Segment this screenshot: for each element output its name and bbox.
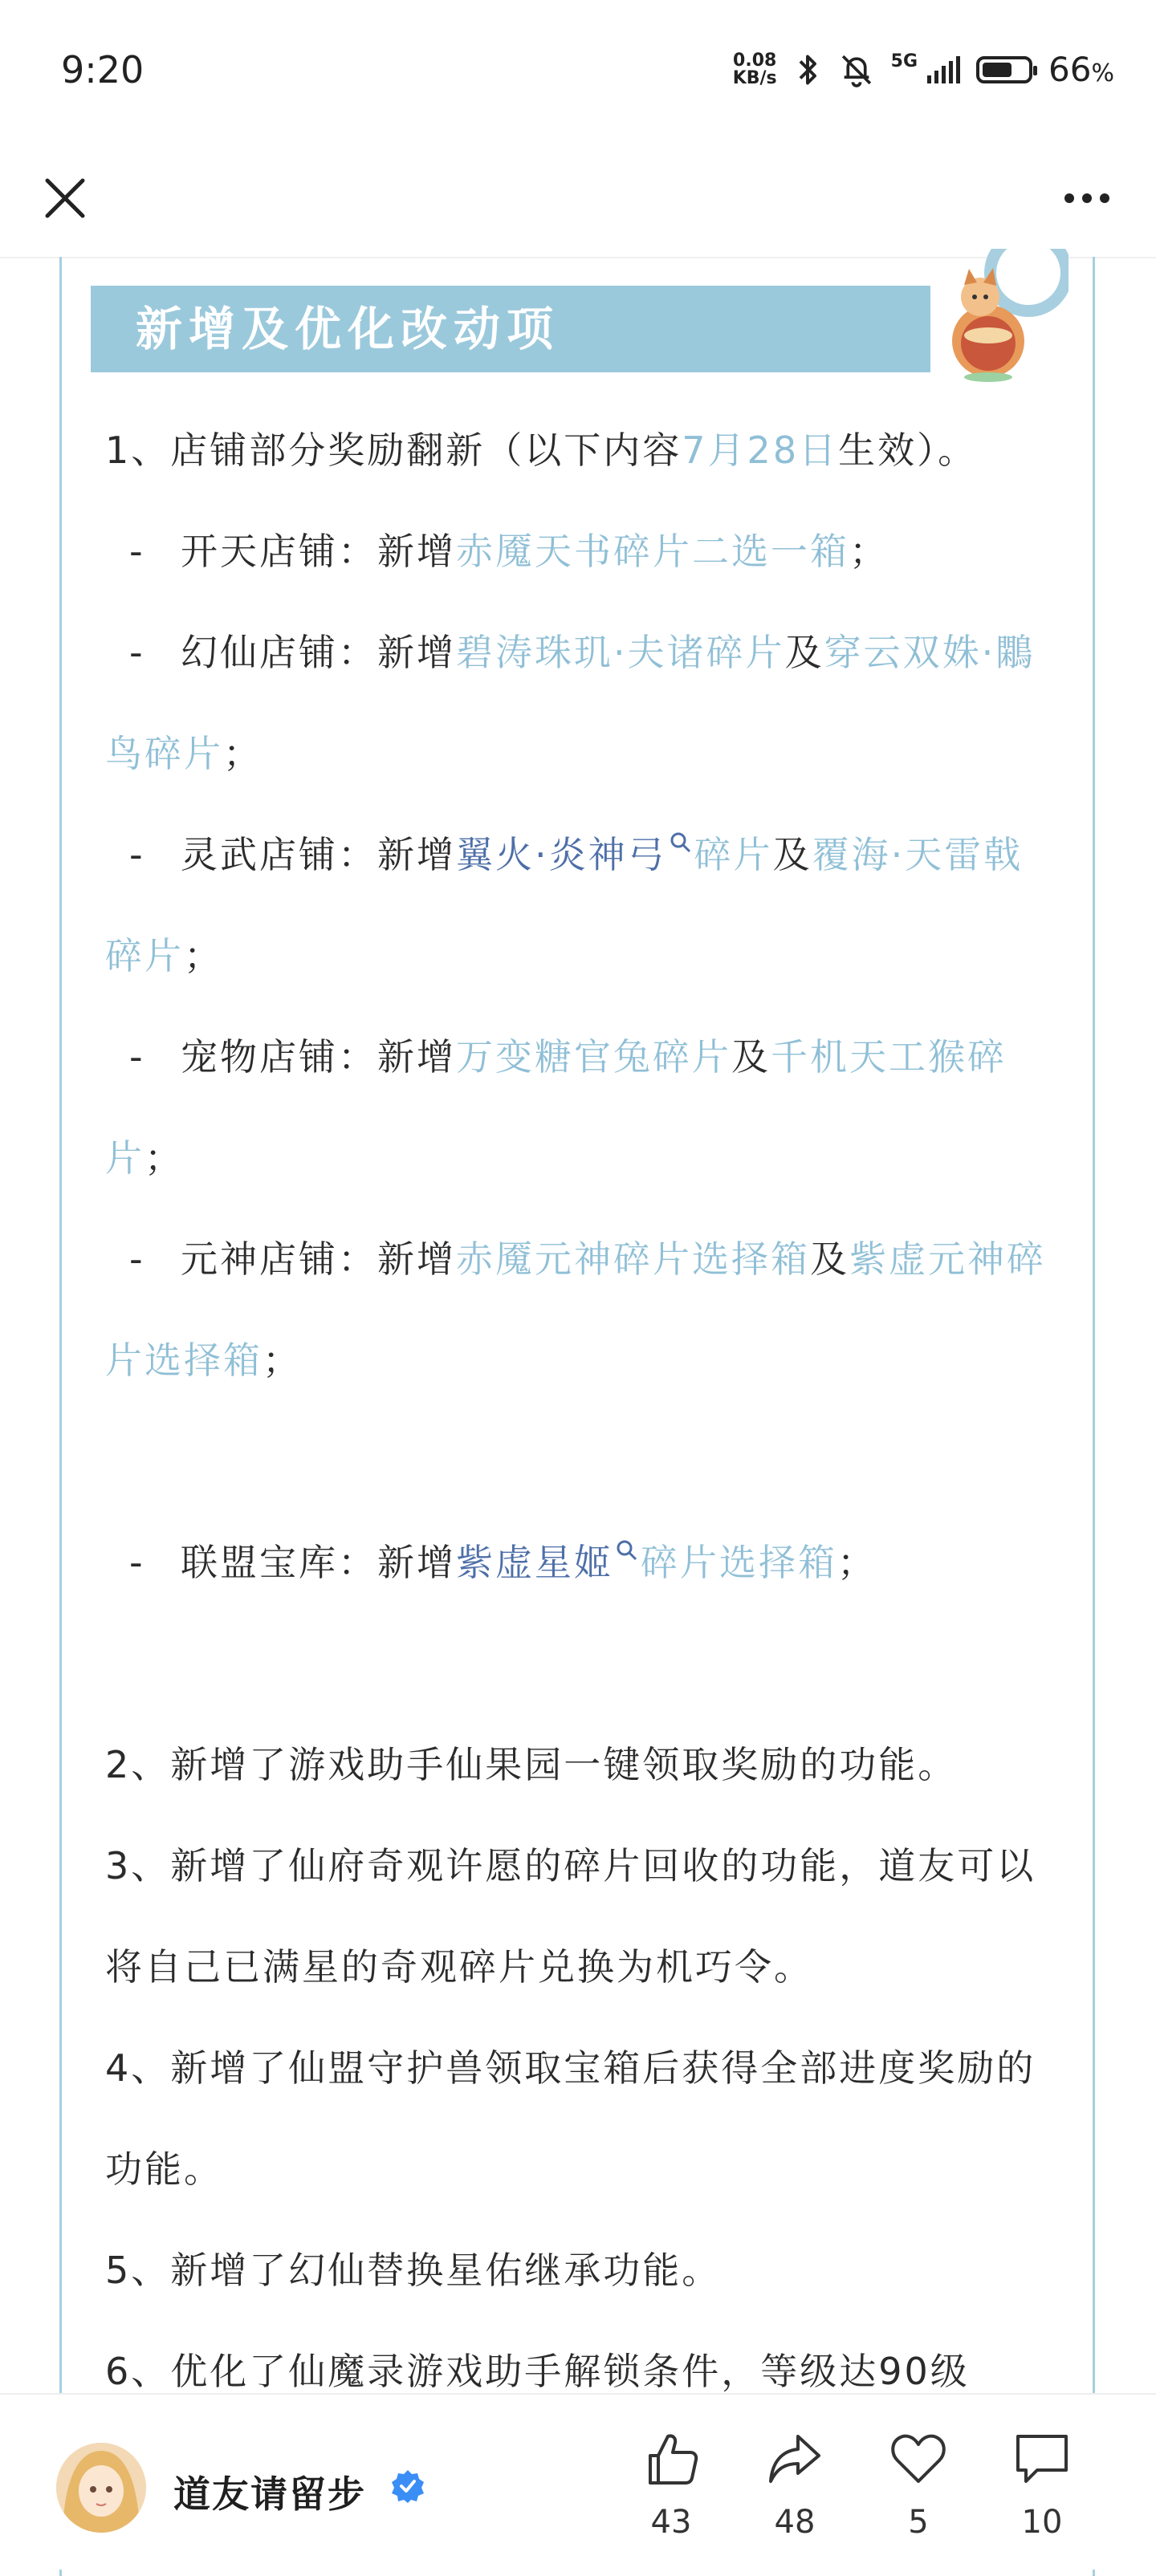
shop-item-alliance: - 联盟宝库：新增紫虚星姬 碎片选择箱； bbox=[105, 1512, 1052, 1613]
paragraph-2: 2、新增了游戏助手仙果园一键领取奖励的功能。 bbox=[105, 1743, 958, 1786]
network-speed bbox=[733, 52, 777, 87]
mascot-decoration-icon bbox=[932, 249, 1068, 385]
share-icon bbox=[763, 2427, 827, 2491]
more-options-button[interactable] bbox=[1047, 162, 1127, 234]
network-speed-unit: KB/s bbox=[732, 67, 777, 88]
section-title: 新增及优化改动项 bbox=[91, 286, 930, 372]
author-name[interactable]: 道友请留步 bbox=[173, 2472, 366, 2516]
status-time: 9:20 bbox=[61, 48, 144, 91]
shop-item-yuanshen: - 元神店铺：新增赤魇元神碎片选择箱及紫虚元神碎片选择箱； bbox=[105, 1237, 1046, 1382]
status-icons bbox=[733, 50, 1114, 89]
spacer bbox=[105, 1613, 1052, 1714]
item-link[interactable]: 穿云双姝·鷴鸟碎片 bbox=[105, 631, 1036, 775]
item-link[interactable]: 碧涛珠玑·夫诸碎片 bbox=[456, 631, 785, 674]
item-link[interactable]: 赤魇元神碎片选择箱 bbox=[456, 1237, 810, 1281]
effective-date: 7月28日 bbox=[682, 429, 839, 472]
verified-badge-icon bbox=[390, 2468, 425, 2504]
paragraph-5: 5、新增了幻仙替换星佑继承功能。 bbox=[105, 2249, 722, 2292]
shop-item-kaitian: - 开天店铺：新增赤魇天书碎片二选一箱； bbox=[129, 530, 889, 573]
article-content bbox=[105, 400, 1052, 2422]
network-type: 5G bbox=[890, 51, 918, 71]
item-link[interactable]: 碎片选择箱 bbox=[641, 1541, 837, 1584]
favorite-count: 5 bbox=[908, 2504, 929, 2541]
favorite-button[interactable] bbox=[870, 2427, 967, 2541]
comment-icon bbox=[1010, 2427, 1074, 2491]
top-bar bbox=[0, 144, 1156, 258]
shop-item-huanxian: - 幻仙店铺：新增碧涛珠玑·夫诸碎片及穿云双姝·鷴鸟碎片； bbox=[105, 631, 1036, 775]
comment-button[interactable] bbox=[994, 2427, 1090, 2541]
spacer bbox=[105, 1411, 1052, 1512]
search-icon[interactable] bbox=[669, 831, 693, 855]
status-bar bbox=[0, 0, 1156, 144]
item-link[interactable]: 覆海·天雷戟碎片 bbox=[105, 833, 1024, 977]
item-link[interactable]: 千机天工猴碎片 bbox=[105, 1035, 1007, 1180]
shop-item-pet: - 宠物店铺：新增万变糖官兔碎片及千机天工猴碎片； bbox=[105, 1035, 1007, 1180]
thumbs-up-icon bbox=[639, 2427, 703, 2491]
paragraph-4: 4、新增了仙盟守护兽领取宝箱后获得全部进度奖励的功能。 bbox=[105, 2046, 1036, 2191]
bottom-bar bbox=[0, 2393, 1156, 2570]
like-count: 43 bbox=[650, 2504, 692, 2541]
battery-fill bbox=[983, 63, 1012, 77]
search-keyword-link[interactable]: 翼火·炎神弓 bbox=[456, 833, 667, 876]
paragraph-6: 6、优化了仙魔录游戏助手解锁条件，等级达90级 bbox=[105, 2350, 970, 2393]
bluetooth-icon bbox=[793, 51, 822, 88]
item-link[interactable]: 万变糖官兔碎片 bbox=[456, 1035, 731, 1079]
bell-muted-icon bbox=[838, 51, 875, 88]
signal-icon bbox=[927, 56, 960, 83]
more-icon bbox=[1047, 162, 1127, 234]
paragraph-3: 3、新增了仙府奇观许愿的碎片回收的功能，道友可以将自己已满星的奇观碎片兑换为机巧令。 bbox=[105, 1844, 1036, 1989]
battery-level: 66% bbox=[1048, 50, 1114, 89]
search-keyword-link[interactable]: 紫虚星姬 bbox=[456, 1541, 613, 1584]
paragraph-1: 1、店铺部分奖励翻新（以下内容7月28日生效）。 bbox=[105, 429, 978, 472]
shop-item-lingwu: - 灵武店铺：新增翼火·炎神弓 碎片及覆海·天雷戟碎片； bbox=[105, 804, 1052, 1006]
like-button[interactable] bbox=[623, 2427, 719, 2541]
share-count: 48 bbox=[774, 2504, 816, 2541]
search-icon[interactable] bbox=[615, 1538, 639, 1562]
comment-count: 10 bbox=[1021, 2504, 1063, 2541]
article-card bbox=[59, 257, 1095, 2576]
avatar-image bbox=[56, 2443, 146, 2533]
item-link[interactable]: 紫虚元神碎片选择箱 bbox=[105, 1237, 1046, 1382]
close-button[interactable] bbox=[29, 162, 101, 234]
share-button[interactable] bbox=[747, 2427, 843, 2541]
battery-icon bbox=[976, 56, 1032, 83]
close-icon bbox=[29, 162, 101, 234]
avatar[interactable] bbox=[56, 2443, 146, 2533]
heart-icon bbox=[886, 2427, 950, 2491]
network-speed-value: 0.08 bbox=[733, 50, 777, 71]
item-link[interactable]: 赤魇天书碎片二选一箱 bbox=[456, 530, 849, 573]
item-link[interactable]: 碎片 bbox=[694, 833, 773, 876]
